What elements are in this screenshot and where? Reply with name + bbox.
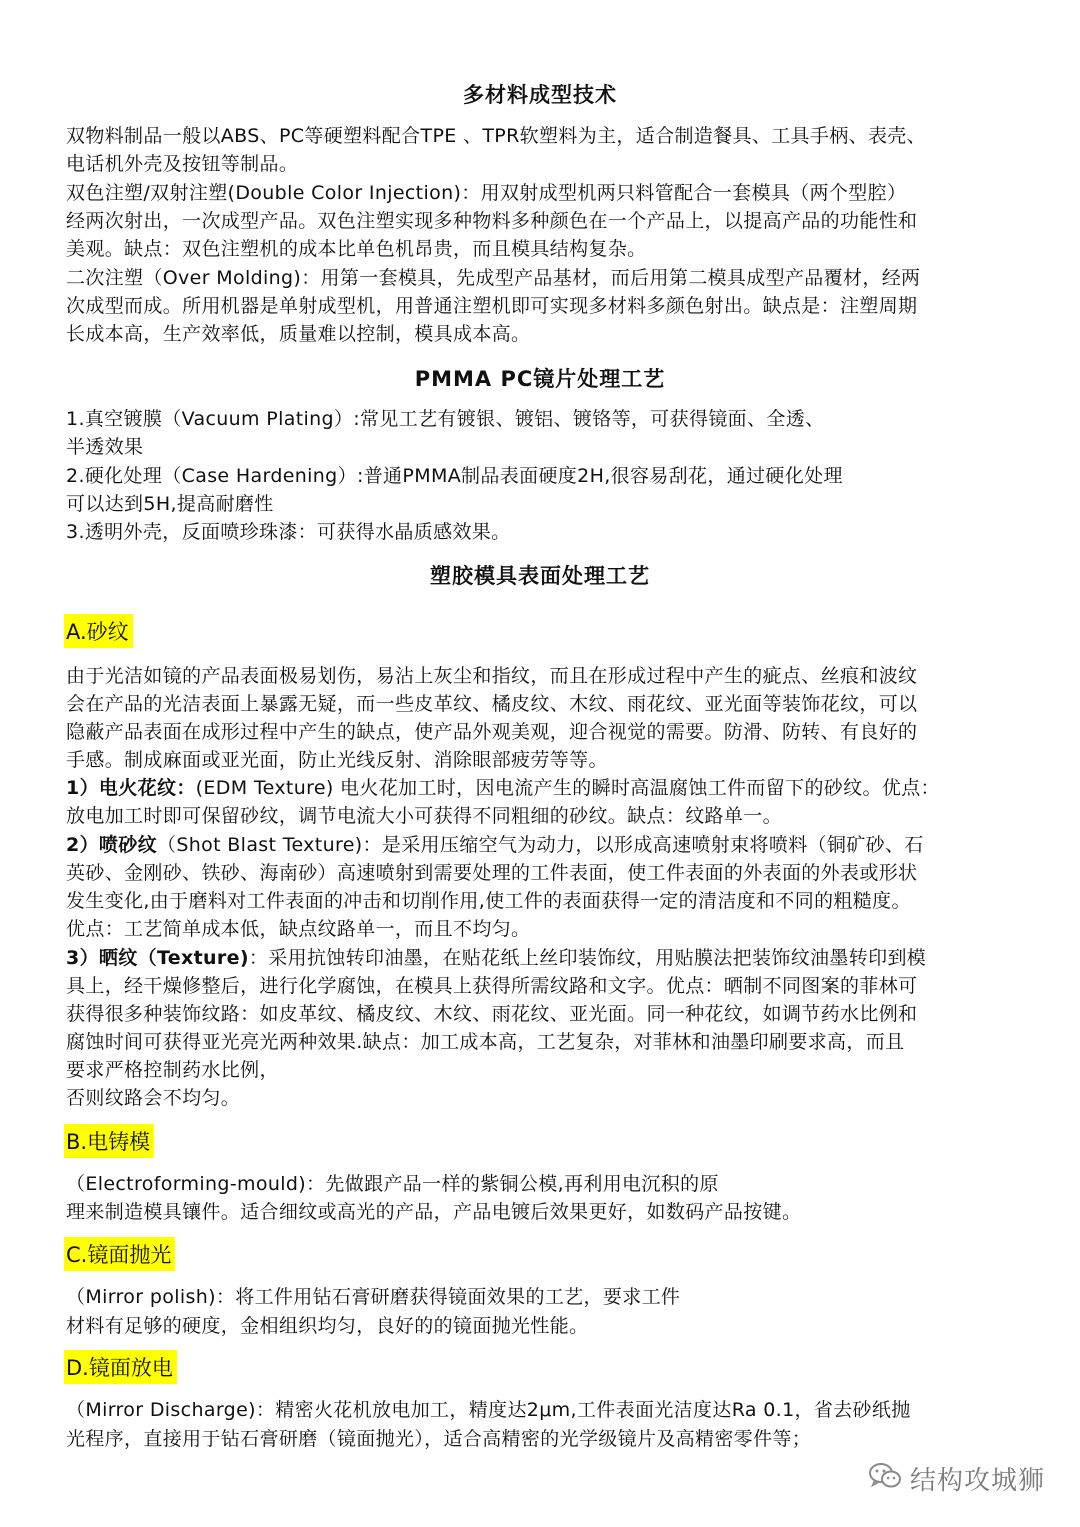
paragraph-line: 优点：工艺简单成本低，缺点纹路单一，而且不均匀。 bbox=[66, 918, 531, 940]
paragraph-line: 可以达到5H,提高耐磨性 bbox=[66, 493, 274, 515]
subsection-heading-c: C.镜面抛光 bbox=[64, 1237, 175, 1271]
paragraph-line: 半透效果 bbox=[66, 436, 144, 458]
paragraph-line: 英砂、金刚砂、铁砂、海南砂）高速喷射到需要处理的工件表面，使工件表面的外表面的外表或形状 bbox=[66, 862, 918, 884]
subsection-heading-d: D.镜面放电 bbox=[64, 1350, 177, 1384]
texture-label: 3）晒纹（Texture) bbox=[66, 947, 249, 969]
paragraph-line: 获得很多种装饰纹路：如皮革纹、橘皮纹、木纹、雨花纹、亚光面。同一种花纹，如调节药水比例和 bbox=[66, 1003, 918, 1025]
paragraph-line: 光程序，直接用于钻石膏研磨（镜面抛光），适合高精密的光学级镜片及高精密零件等； bbox=[66, 1428, 812, 1450]
paragraph-line: 会在产品的光洁表面上暴露无疑，而一些皮革纹、橘皮纹、木纹、雨花纹、亚光面等装饰花纹，可以 bbox=[66, 693, 918, 715]
paragraph-line: 发生变化,由于磨料对工件表面的冲击和切削作用,使工件的表面获得一定的清洁度和不同的粗糙度。 bbox=[66, 890, 911, 912]
section-title-mold-surface: 塑胶模具表面处理工艺 bbox=[430, 564, 650, 588]
paragraph-line: 双物料制品一般以ABS、PC等硬塑料配合TPE 、TPR软塑料为主，适合制造餐具、工具手柄、表壳、 bbox=[66, 125, 927, 147]
paragraph-line: 隐蔽产品表面在成形过程中产生的缺点，使产品外观美观，迎合视觉的需要。防滑、防转、有良好的 bbox=[66, 721, 918, 743]
paragraph-line: 2.硬化处理（Case Hardening）:普通PMMA制品表面硬度2H,很容易刮花，通过硬化处理 bbox=[66, 465, 843, 487]
paragraph-line: 长成本高，生产效率低，质量难以控制，模具成本高。 bbox=[66, 323, 531, 345]
paragraph-line: （Electroforming-mould)：先做跟产品一样的紫铜公模,再利用电沉积的原 bbox=[66, 1173, 719, 1195]
paragraph-line: 经两次射出，一次成型产品。双色注塑实现多种物料多种颜色在一个产品上，以提高产品的功能性和 bbox=[66, 210, 918, 232]
paragraph-line: 要求严格控制药水比例， bbox=[66, 1059, 279, 1081]
paragraph-line: 具上，经干燥修整后，进行化学腐蚀，在模具上获得所需纹路和文字。优点：晒制不同图案的菲林可 bbox=[66, 975, 918, 997]
paragraph-line-edm bbox=[66, 774, 940, 802]
edm-label: 1）电火花纹： bbox=[66, 777, 196, 799]
paragraph-line: 电话机外壳及按钮等制品。 bbox=[66, 153, 299, 175]
paragraph-line: 放电加工时即可保留砂纹，调节电流大小可获得不同粗细的砂纹。缺点：纹路单一。 bbox=[66, 805, 782, 827]
paragraph-line: （Mirror polish)：将工件用钻石膏研磨获得镜面效果的工艺，要求工件 bbox=[66, 1286, 681, 1308]
blast-label: 2）喷砂纹 bbox=[66, 834, 157, 856]
wechat-icon bbox=[868, 1461, 902, 1495]
paragraph-line: 双色注塑/双射注塑(Double Color Injection)：用双射成型机两只料管配合一套模具（两个型腔） bbox=[66, 182, 907, 204]
paragraph-line: 次成型而成。所用机器是单射成型机，用普通注塑机即可实现多材料多颜色射出。缺点是：注塑周期 bbox=[66, 295, 918, 317]
subsection-heading-a: A.砂纹 bbox=[64, 614, 133, 648]
paragraph-line: 手感。制成麻面或亚光面，防止光线反射、消除眼部疲劳等等。 bbox=[66, 749, 608, 771]
subsection-heading-b: B.电铸模 bbox=[64, 1124, 154, 1158]
blast-text: （Shot Blast Texture)：是采用压缩空气为动力，以形成高速喷射束将喷料（铜矿砂、石 bbox=[156, 834, 924, 856]
section-title-multi-material: 多材料成型技术 bbox=[463, 83, 617, 107]
paragraph-line-texture bbox=[66, 944, 926, 972]
edm-text: (EDM Texture) 电火花加工时，因电流产生的瞬时高温腐蚀工件而留下的砂纹。优点： bbox=[195, 777, 940, 799]
section-title-pmma: PMMA PC镜片处理工艺 bbox=[414, 367, 666, 391]
paragraph-line: （Mirror Discharge)：精密火花机放电加工，精度达2μm,工件表面光洁度达Ra 0.1，省去砂纸抛 bbox=[66, 1399, 911, 1421]
paragraph-line: 腐蚀时间可获得亚光亮光两种效果.缺点：加工成本高，工艺复杂，对菲林和油墨印刷要求高，而且 bbox=[66, 1031, 905, 1053]
paragraph-line-blast bbox=[66, 831, 924, 859]
watermark-text: 结构攻城狮 bbox=[910, 1465, 1046, 1496]
paragraph-line: 否则纹路会不均匀。 bbox=[66, 1087, 241, 1109]
paragraph-line: 由于光洁如镜的产品表面极易划伤，易沾上灰尘和指纹，而且在形成过程中产生的疵点、丝痕和波纹 bbox=[66, 665, 918, 687]
texture-text: ：采用抗蚀转印油墨，在贴花纸上丝印装饰纹，用贴膜法把装饰纹油墨转印到模 bbox=[248, 947, 927, 969]
watermark bbox=[868, 1458, 1045, 1498]
paragraph-line: 二次注塑（Over Molding)：用第一套模具，先成型产品基材，而后用第二模具成型产品覆材，经两 bbox=[66, 267, 921, 289]
paragraph-line: 材料有足够的硬度，金相组织均匀，良好的的镜面抛光性能。 bbox=[66, 1315, 589, 1337]
paragraph-line: 3.透明外壳，反面喷珍珠漆：可获得水晶质感效果。 bbox=[66, 521, 511, 543]
paragraph-line: 理来制造模具镶件。适合细纹或高光的产品，产品电镀后效果更好，如数码产品按键。 bbox=[66, 1201, 802, 1223]
paragraph-line: 1.真空镀膜（Vacuum Plating）:常见工艺有镀银、镀铝、镀铬等，可获得镜面、全透、 bbox=[66, 408, 825, 430]
paragraph-line: 美观。缺点：双色注塑机的成本比单色机昂贵，而且模具结构复杂。 bbox=[66, 238, 647, 260]
